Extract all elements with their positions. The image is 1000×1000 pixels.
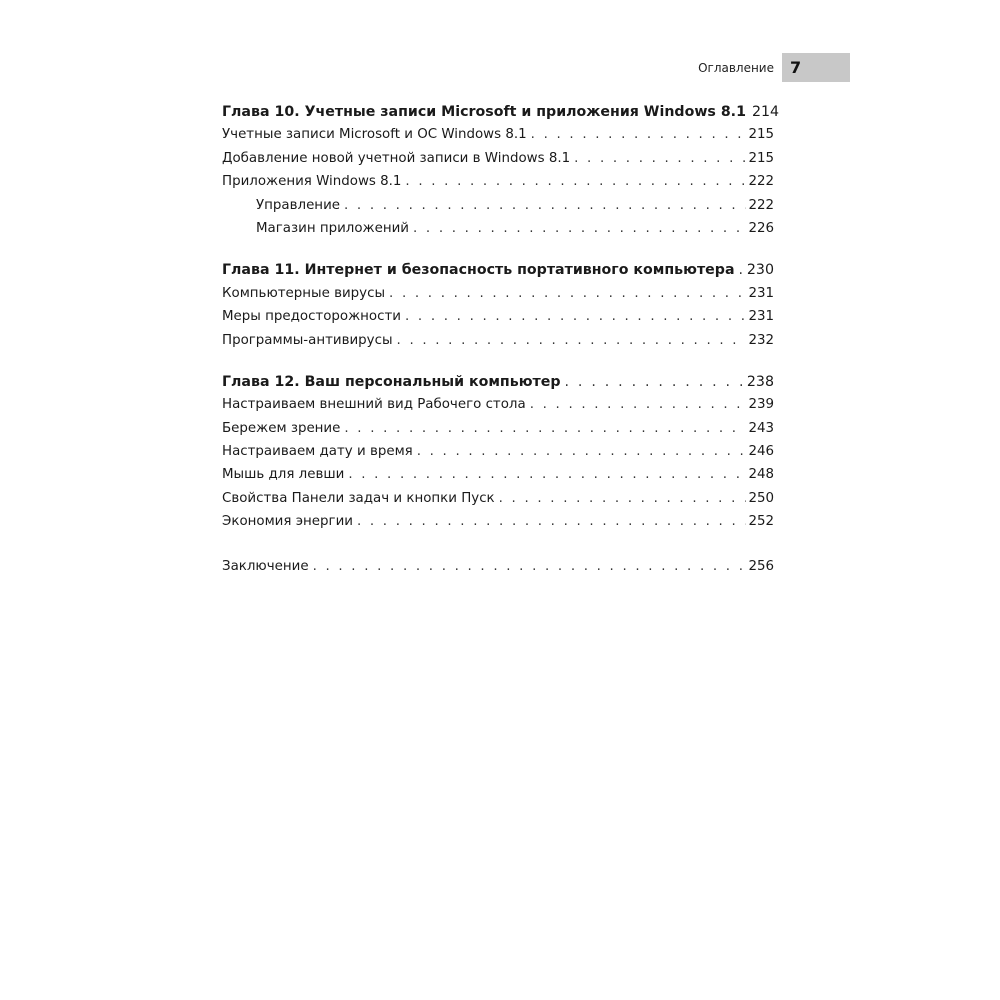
toc-entry bbox=[222, 333, 774, 356]
toc-entry bbox=[222, 127, 774, 150]
table-of-contents bbox=[222, 104, 780, 582]
dot-leader bbox=[565, 374, 745, 390]
dot-leader bbox=[574, 151, 746, 166]
dot-leader bbox=[739, 262, 745, 278]
chapter-10 bbox=[222, 104, 780, 244]
chapter-title: Глава 10. Учетные записи Microsoft и приложения Windows 8.1 bbox=[222, 104, 746, 120]
entry-title: Управление bbox=[256, 197, 341, 213]
page-number: 7 bbox=[790, 58, 802, 77]
toc-entry bbox=[222, 444, 774, 467]
chapter-heading bbox=[222, 374, 774, 397]
page-ref: 231 bbox=[748, 285, 774, 301]
page-ref: 230 bbox=[746, 262, 774, 279]
toc-subentry bbox=[222, 221, 774, 244]
toc-entry bbox=[222, 514, 774, 537]
dot-leader bbox=[531, 127, 747, 142]
entry-title: Программы-антивирусы bbox=[222, 332, 393, 348]
page-ref: 250 bbox=[748, 490, 774, 506]
dot-leader bbox=[405, 174, 746, 189]
dot-leader bbox=[344, 421, 746, 436]
dot-leader bbox=[499, 491, 747, 506]
page-ref: 231 bbox=[748, 309, 774, 325]
toc-entry bbox=[222, 151, 774, 174]
toc-entry bbox=[222, 467, 774, 490]
entry-title: Учетные записи Microsoft и ОС Windows 8.1 bbox=[222, 127, 527, 143]
chapter-title: Глава 12. Ваш персональный компьютер bbox=[222, 373, 561, 390]
entry-title: Настраиваем дату и время bbox=[222, 444, 413, 460]
page-ref: 246 bbox=[748, 444, 774, 460]
chapter-title: Глава 11. Интернет и безопасность портативного компьютера bbox=[222, 262, 735, 279]
entry-title: Бережем зрение bbox=[222, 420, 341, 436]
dot-leader bbox=[397, 333, 747, 348]
dot-leader bbox=[417, 444, 747, 459]
page-ref: 256 bbox=[748, 558, 774, 574]
dot-leader bbox=[357, 514, 746, 529]
dot-leader bbox=[413, 221, 746, 236]
page-ref: 215 bbox=[748, 127, 774, 143]
page-ref: 232 bbox=[748, 332, 774, 348]
page-ref: 252 bbox=[748, 514, 774, 530]
entry-title: Настраиваем внешний вид Рабочего стола bbox=[222, 397, 526, 413]
dot-leader bbox=[348, 467, 746, 482]
toc-entry bbox=[222, 286, 774, 309]
entry-title: Меры предосторожности bbox=[222, 309, 401, 325]
page-ref: 222 bbox=[748, 197, 774, 213]
page-ref: 248 bbox=[748, 467, 774, 483]
toc-subentry bbox=[222, 198, 774, 221]
entry-title: Приложения Windows 8.1 bbox=[222, 174, 402, 190]
entry-title: Добавление новой учетной записи в Windows 8.1 bbox=[222, 150, 571, 166]
toc-entry bbox=[222, 491, 774, 514]
section-title: Оглавление bbox=[698, 60, 774, 75]
dot-leader bbox=[530, 397, 747, 412]
page-ref: 226 bbox=[748, 220, 774, 236]
entry-title: Экономия энергии bbox=[222, 514, 353, 530]
page-number-box bbox=[782, 53, 850, 82]
toc-entry bbox=[222, 421, 774, 444]
dot-leader bbox=[313, 559, 747, 574]
running-header bbox=[600, 53, 850, 82]
page-ref: 222 bbox=[748, 174, 774, 190]
page-ref: 214 bbox=[751, 104, 780, 120]
dot-leader bbox=[389, 286, 746, 301]
page-ref: 238 bbox=[746, 373, 774, 390]
entry-title: Компьютерные вирусы bbox=[222, 285, 386, 301]
chapter-heading bbox=[222, 262, 774, 285]
chapter-11 bbox=[222, 262, 774, 356]
entry-title: Заключение bbox=[222, 558, 309, 574]
toc-entry bbox=[222, 174, 774, 197]
entry-title: Магазин приложений bbox=[256, 220, 410, 236]
page-ref: 215 bbox=[748, 150, 774, 166]
page-ref: 239 bbox=[748, 397, 774, 413]
dot-leader bbox=[344, 198, 746, 213]
toc-entry bbox=[222, 309, 774, 332]
conclusion-entry bbox=[222, 559, 774, 582]
entry-title: Свойства Панели задач и кнопки Пуск bbox=[222, 490, 495, 506]
dot-leader bbox=[405, 309, 746, 324]
page-ref: 243 bbox=[748, 420, 774, 436]
entry-title: Мышь для левши bbox=[222, 467, 345, 483]
chapter-heading bbox=[222, 104, 780, 127]
chapter-12 bbox=[222, 374, 774, 538]
toc-entry bbox=[222, 397, 774, 420]
